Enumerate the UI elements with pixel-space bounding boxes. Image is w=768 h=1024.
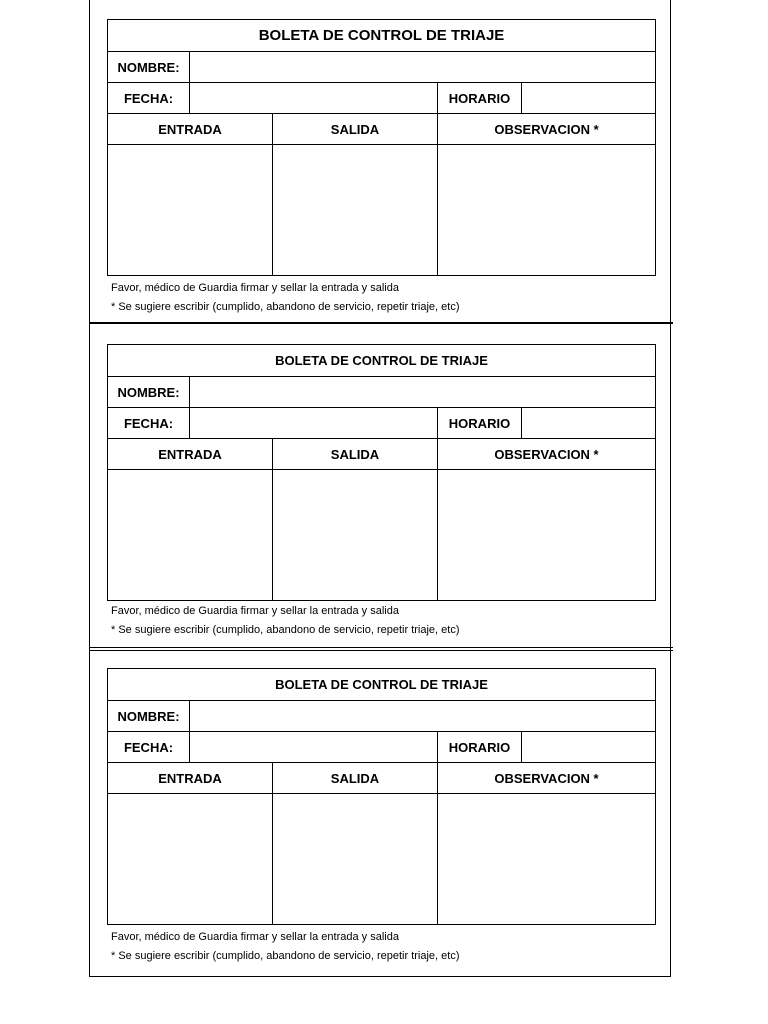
time-field[interactable] (522, 732, 656, 763)
col-header-entry: ENTRADA (108, 763, 273, 794)
col-header-exit: SALIDA (273, 114, 438, 145)
date-label: FECHA: (108, 83, 190, 114)
date-label: FECHA: (108, 408, 190, 439)
col-header-exit: SALIDA (273, 439, 438, 470)
slip-notes (111, 279, 460, 317)
slip-title: BOLETA DE CONTROL DE TRIAJE (108, 669, 656, 701)
col-header-entry: ENTRADA (108, 439, 273, 470)
note-sign-instruction: Favor, médico de Guardia firmar y sellar la entrada y salida (111, 282, 399, 294)
note-sign-instruction: Favor, médico de Guardia firmar y sellar la entrada y salida (111, 605, 399, 617)
observation-cell[interactable] (438, 794, 656, 925)
date-field[interactable] (190, 408, 438, 439)
time-field[interactable] (522, 83, 656, 114)
col-header-observation: OBSERVACION * (438, 763, 656, 794)
slip-title: BOLETA DE CONTROL DE TRIAJE (108, 345, 656, 377)
col-header-entry: ENTRADA (108, 114, 273, 145)
exit-cell[interactable] (273, 794, 438, 925)
triage-slip-1 (89, 0, 673, 324)
note-sign-instruction: Favor, médico de Guardia firmar y sellar la entrada y salida (111, 931, 399, 943)
slip-notes (111, 602, 460, 640)
name-label: NOMBRE: (108, 377, 190, 408)
time-label: HORARIO (438, 83, 522, 114)
name-field[interactable] (190, 701, 656, 732)
slip-title: BOLETA DE CONTROL DE TRIAJE (108, 20, 656, 52)
exit-cell[interactable] (273, 145, 438, 276)
name-label: NOMBRE: (108, 701, 190, 732)
time-label: HORARIO (438, 732, 522, 763)
col-header-exit: SALIDA (273, 763, 438, 794)
note-observation-hint: * Se sugiere escribir (cumplido, abandono de servicio, repetir triaje, etc) (111, 950, 460, 962)
slip-table (107, 344, 656, 601)
slip-table (107, 668, 656, 925)
col-header-observation: OBSERVACION * (438, 439, 656, 470)
triage-slip-3 (89, 650, 673, 978)
date-field[interactable] (190, 83, 438, 114)
slip-notes (111, 928, 460, 966)
observation-cell[interactable] (438, 470, 656, 601)
col-header-observation: OBSERVACION * (438, 114, 656, 145)
entry-cell[interactable] (108, 794, 273, 925)
name-field[interactable] (190, 377, 656, 408)
entry-cell[interactable] (108, 470, 273, 601)
exit-cell[interactable] (273, 470, 438, 601)
name-field[interactable] (190, 52, 656, 83)
triage-slip-2 (89, 324, 673, 648)
name-label: NOMBRE: (108, 52, 190, 83)
entry-cell[interactable] (108, 145, 273, 276)
note-observation-hint: * Se sugiere escribir (cumplido, abandono de servicio, repetir triaje, etc) (111, 624, 460, 636)
date-field[interactable] (190, 732, 438, 763)
note-observation-hint: * Se sugiere escribir (cumplido, abandono de servicio, repetir triaje, etc) (111, 301, 460, 313)
observation-cell[interactable] (438, 145, 656, 276)
time-label: HORARIO (438, 408, 522, 439)
time-field[interactable] (522, 408, 656, 439)
slip-table (107, 19, 656, 276)
date-label: FECHA: (108, 732, 190, 763)
